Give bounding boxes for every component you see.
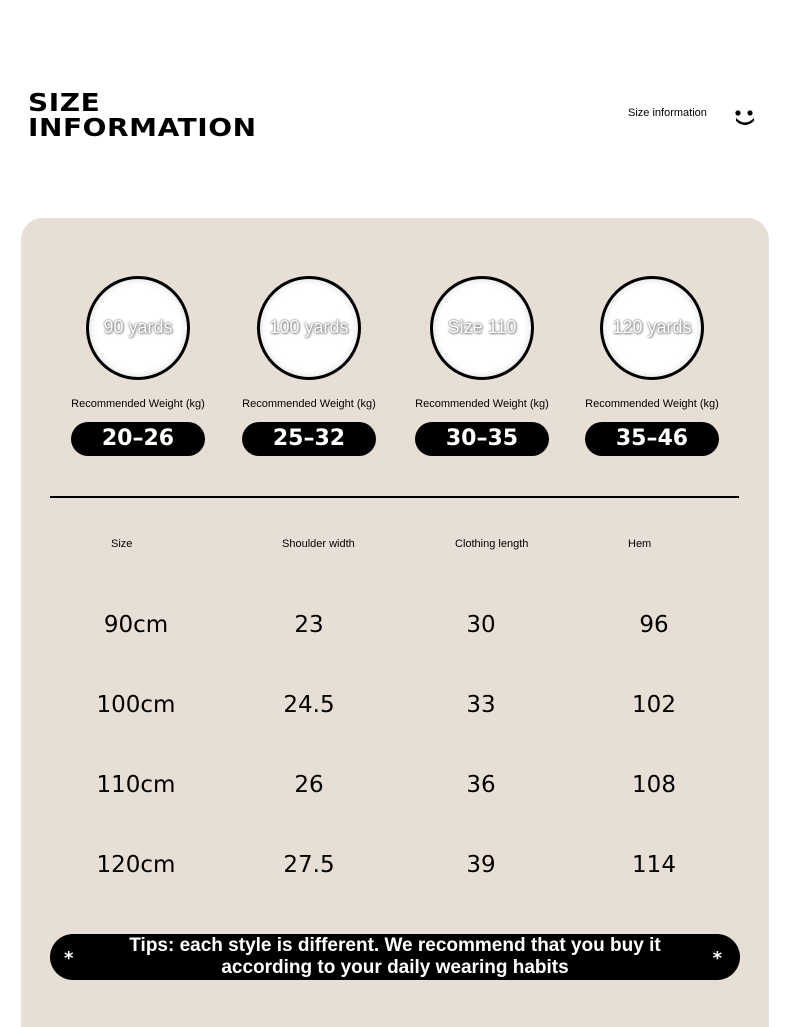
tips-banner bbox=[50, 934, 740, 980]
size-circle bbox=[86, 276, 190, 380]
size-name: 120 yards bbox=[612, 317, 692, 337]
table-header-shoulder-width: Shoulder width bbox=[282, 538, 355, 550]
size-name: Size 110 bbox=[447, 317, 517, 337]
table-cell: 23 bbox=[294, 612, 324, 638]
table-cell: 110cm bbox=[96, 772, 176, 798]
table-cell: 36 bbox=[466, 772, 496, 798]
tips-text bbox=[110, 935, 680, 979]
smiley-icon bbox=[734, 108, 756, 126]
table-header-hem: Hem bbox=[628, 538, 652, 550]
table-cell: 102 bbox=[632, 692, 676, 718]
star-right: * bbox=[712, 948, 722, 969]
table-cell: 33 bbox=[466, 692, 496, 718]
size-name: 90 yards bbox=[103, 317, 173, 337]
recommended-weight-label: Recommended Weight (kg) bbox=[415, 398, 549, 410]
table-cell: 39 bbox=[466, 852, 496, 878]
table-cell: 108 bbox=[632, 772, 676, 798]
recommended-weight-label: Recommended Weight (kg) bbox=[71, 398, 205, 410]
table-cell: 30 bbox=[466, 612, 496, 638]
section-divider bbox=[50, 496, 739, 498]
table-header-clothing-length: Clothing length bbox=[455, 538, 529, 550]
table-cell: 26 bbox=[294, 772, 324, 798]
size-card-90 bbox=[58, 276, 218, 456]
table-cell: 24.5 bbox=[283, 692, 335, 718]
table-cell: 96 bbox=[639, 612, 669, 638]
table-cell: 120cm bbox=[96, 852, 176, 878]
size-chart-panel bbox=[21, 218, 769, 1027]
weight-range-pill: 25–32 bbox=[242, 422, 376, 456]
tips-line-2: according to your daily wearing habits bbox=[221, 957, 569, 978]
size-information-label: Size information bbox=[628, 107, 707, 119]
weight-range-pill: 30–35 bbox=[415, 422, 549, 456]
table-cell: 90cm bbox=[103, 612, 169, 638]
size-circle bbox=[600, 276, 704, 380]
page-title bbox=[28, 90, 257, 140]
size-card-100 bbox=[229, 276, 389, 456]
star-left: * bbox=[64, 948, 74, 969]
weight-range-pill: 35–46 bbox=[585, 422, 719, 456]
size-card-110 bbox=[402, 276, 562, 456]
table-cell: 100cm bbox=[96, 692, 176, 718]
size-circle bbox=[257, 276, 361, 380]
size-card-120 bbox=[572, 276, 732, 456]
recommended-weight-label: Recommended Weight (kg) bbox=[242, 398, 376, 410]
table-cell: 114 bbox=[632, 852, 676, 878]
title-line-1: SIZE bbox=[28, 88, 101, 117]
weight-range-pill: 20–26 bbox=[71, 422, 205, 456]
size-circle bbox=[430, 276, 534, 380]
size-name: 100 yards bbox=[269, 317, 349, 337]
recommended-weight-label: Recommended Weight (kg) bbox=[585, 398, 719, 410]
title-line-2: INFORMATION bbox=[28, 113, 257, 142]
table-header-size: Size bbox=[111, 538, 133, 550]
tips-line-1: Tips: each style is different. We recommend that you buy it bbox=[129, 935, 661, 956]
table-cell: 27.5 bbox=[283, 852, 335, 878]
